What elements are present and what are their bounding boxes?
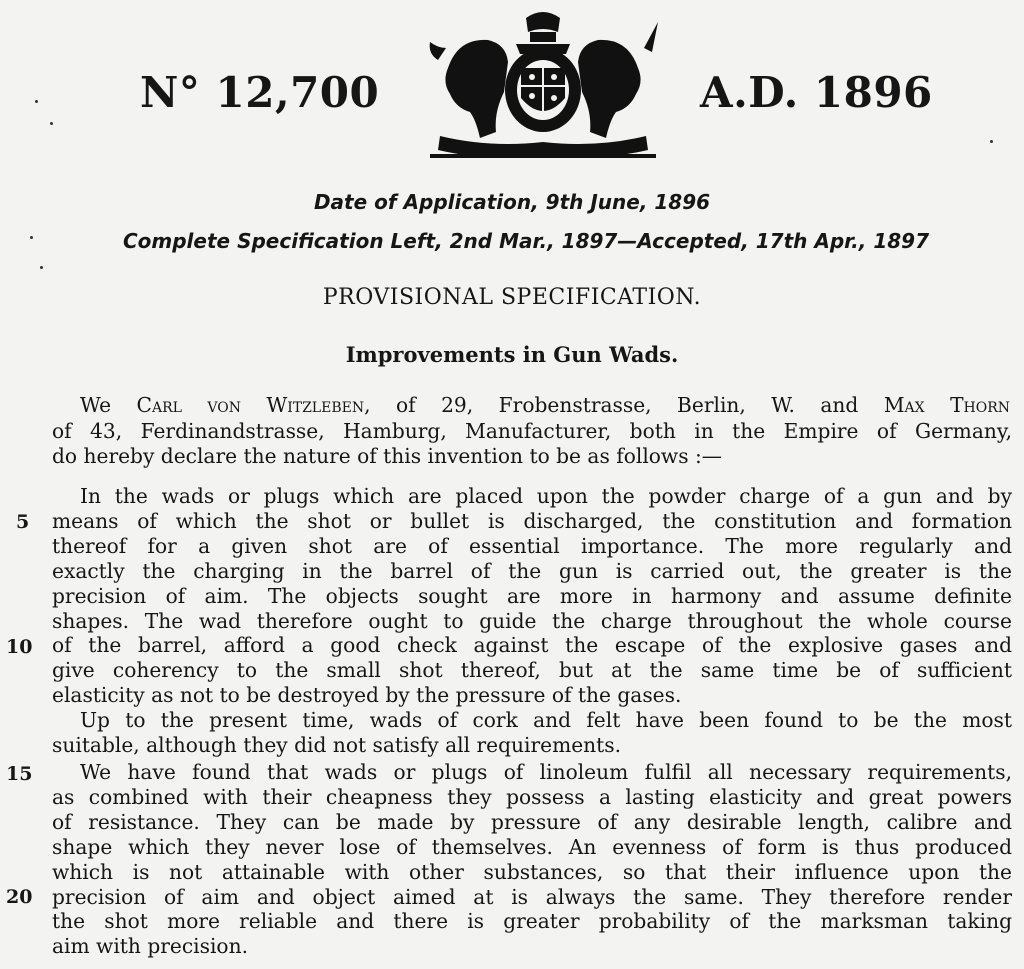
p1-line-9: elasticity as not to be destroyed by the pressure of the gases. bbox=[52, 683, 682, 708]
application-date: Date of Application, 9th June, 1896 bbox=[313, 190, 711, 214]
intro-line-3: do hereby declare the nature of this invention to be as follows :— bbox=[52, 443, 722, 468]
p1-line-4: exactly the charging in the barrel of the gun is carried out, the greater is the bbox=[52, 558, 1012, 583]
p3-line-6: precision of aim and object aimed at is always the same. They therefore render bbox=[52, 884, 1012, 909]
p1-line-2: means of which the shot or bullet is discharged, the constitution and formation bbox=[52, 508, 1012, 533]
scan-speck bbox=[30, 236, 33, 239]
patent-number: N° 12,700 bbox=[140, 68, 380, 117]
p3-line-5: which is not attainable with other substances, so that their influence upon the bbox=[52, 859, 1012, 884]
scan-speck bbox=[40, 266, 43, 269]
complete-specification-date: Complete Specification Left, 2nd Mar., 1897—Accepted, 17th Apr., 1897 bbox=[122, 229, 929, 253]
applicant-name-1: Carl von Witzleben bbox=[136, 393, 365, 417]
p3-line-8: aim with precision. bbox=[52, 934, 248, 959]
line-number-15: 15 bbox=[6, 763, 33, 785]
royal-coat-of-arms-emblem bbox=[418, 8, 668, 158]
line-number-10: 10 bbox=[6, 636, 33, 658]
scan-speck bbox=[50, 122, 53, 125]
line-number-5: 5 bbox=[16, 511, 30, 533]
intro-continuation bbox=[52, 419, 1012, 469]
invention-title: Improvements in Gun Wads. bbox=[345, 342, 679, 367]
p3-line-7: the shot more reliable and there is greater probability of the marksman taking bbox=[52, 909, 1012, 934]
p1-line-3: thereof for a given shot are of essential importance. The more regularly and bbox=[52, 533, 1012, 558]
p3-line-2: as combined with their cheapness they possess a lasting elasticity and great powers bbox=[52, 784, 1012, 809]
scan-speck bbox=[990, 140, 993, 143]
p1-line-1: In the wads or plugs which are placed upon the powder charge of a gun and by bbox=[80, 484, 1012, 508]
line-number-20: 20 bbox=[6, 886, 33, 908]
paragraph-3 bbox=[52, 760, 1012, 959]
p3-line-3: of resistance. They can be made by pressure of any desirable length, calibre and bbox=[52, 809, 1012, 834]
p3-line-4: shape which they never lose of themselves. An evenness of form is thus produced bbox=[52, 834, 1012, 859]
intro-address-1: , of 29, Frobenstrasse, Berlin, W. and bbox=[364, 393, 884, 417]
intro-line-2: of 43, Ferdinandstrasse, Hamburg, Manufacturer, both in the Empire of Germany, bbox=[52, 419, 1012, 443]
p3-line-1: We have found that wads or plugs of linoleum fulfil all necessary requirements, bbox=[80, 760, 1012, 784]
section-title: PROVISIONAL SPECIFICATION. bbox=[322, 285, 702, 310]
intro-paragraph bbox=[80, 393, 1010, 418]
p1-line-5: precision of aim. The objects sought are more in harmony and assume definite bbox=[52, 583, 1012, 608]
p1-line-8: give coherency to the small shot thereof, but at the same time be of sufficient bbox=[52, 658, 1012, 683]
paragraph-2 bbox=[52, 708, 1012, 758]
scan-speck bbox=[35, 100, 38, 103]
patent-year: A.D. 1896 bbox=[700, 68, 933, 117]
p1-line-6: shapes. The wad therefore ought to guide the charge throughout the whole course bbox=[52, 608, 1012, 633]
p2-line-1: Up to the present time, wads of cork and felt have been found to be the most bbox=[80, 708, 1012, 732]
paragraph-1 bbox=[52, 484, 1012, 708]
intro-line-1 bbox=[80, 393, 1010, 418]
p1-line-7: of the barrel, afford a good check against the escape of the explosive gases and bbox=[52, 633, 1012, 658]
applicant-name-2: Max Thorn bbox=[883, 393, 1011, 417]
intro-we: We bbox=[80, 393, 137, 417]
p2-line-2: suitable, although they did not satisfy all requirements. bbox=[52, 732, 622, 757]
